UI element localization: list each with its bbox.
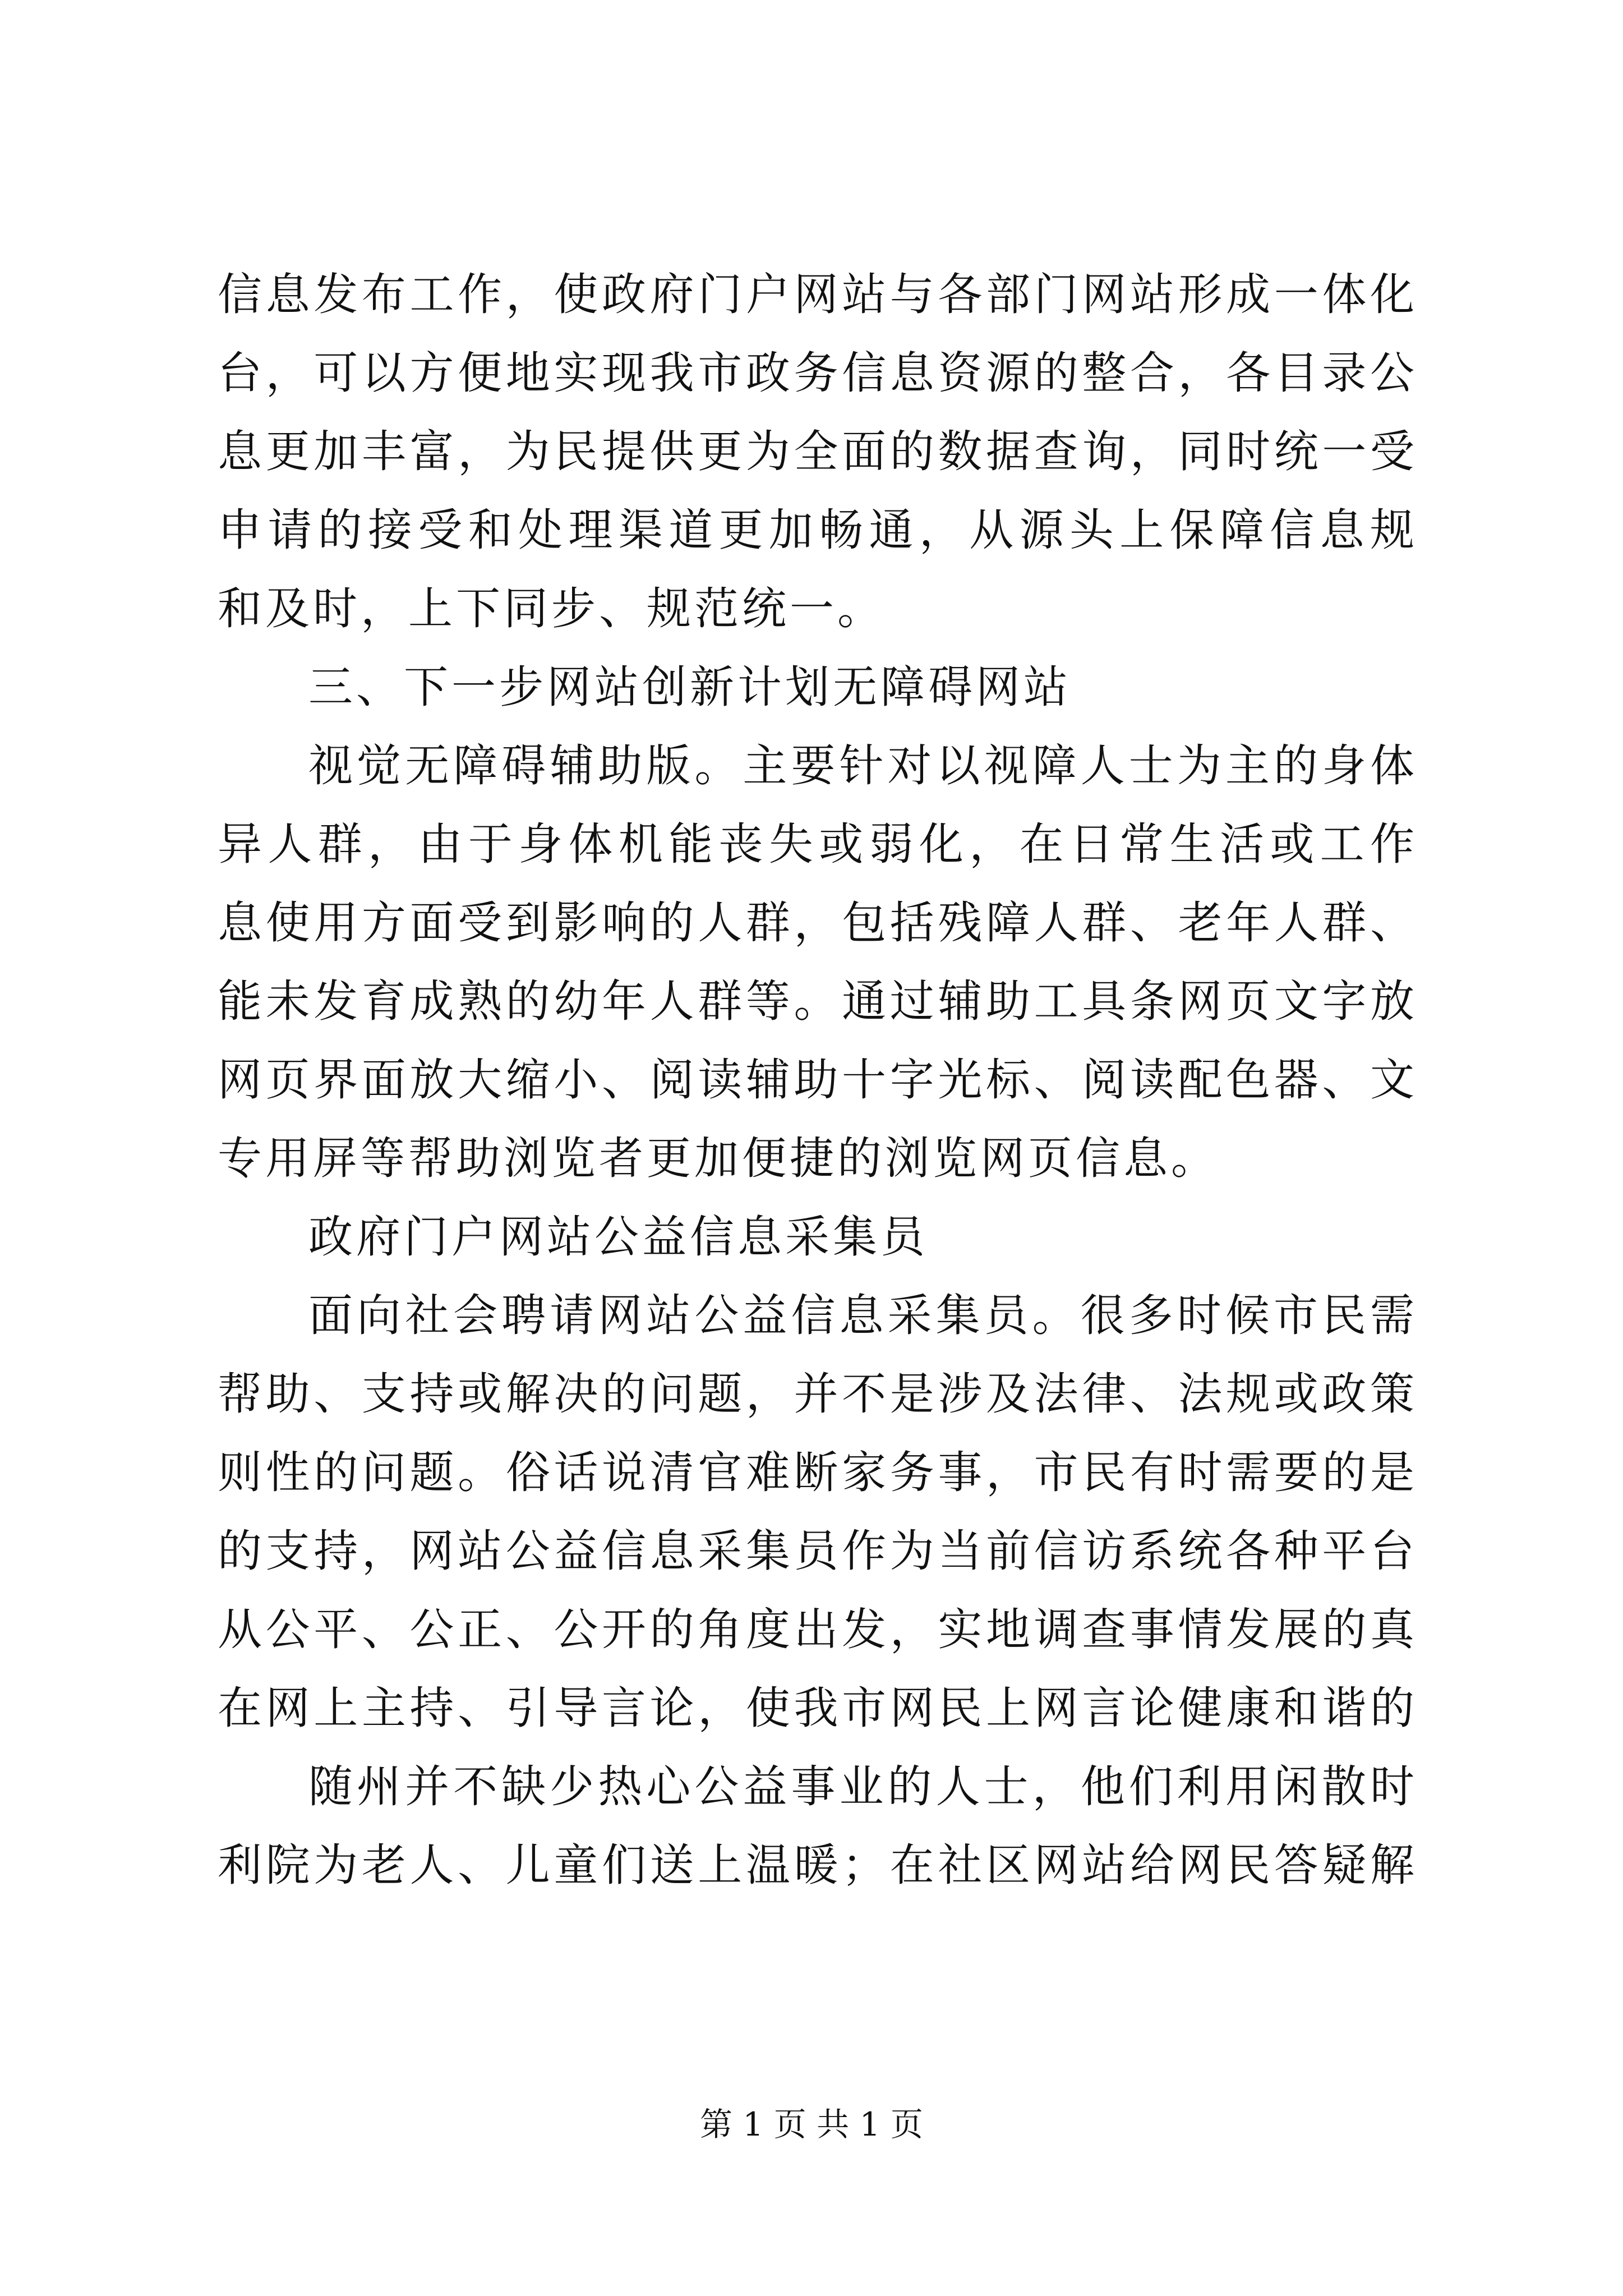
text-line: 的支持，网站公益信息采集员作为当前信访系统各种平台 [218,1525,1418,1577]
text-line: 面向社会聘请网站公益信息采集员。很多时候市民需 [308,1290,1418,1341]
text-line: 信息发布工作，使政府门户网站与各部门网站形成一体化 [218,269,1418,320]
text-line: 利院为老人、儿童们送上温暖；在社区网站给网民答疑解 [218,1839,1418,1891]
text-line: 息使用方面受到影响的人群，包括残障人群、老年人群、 [218,897,1418,949]
text-line: 则性的问题。俗话说清官难断家务事，市民有时需要的是 [218,1447,1418,1498]
text-line: 台，可以方便地实现我市政务信息资源的整合，各目录公 [218,347,1418,399]
text-line: 网页界面放大缩小、阅读辅助十字光标、阅读配色器、文 [218,1054,1418,1106]
text-line: 专用屏等帮助浏览者更加便捷的浏览网页信息。 [218,1133,1219,1184]
text-line: 息更加丰富，为民提供更为全面的数据查询，同时统一受 [218,426,1418,477]
text-line: 异人群，由于身体机能丧失或弱化，在日常生活或工作 [218,818,1418,870]
text-line: 能未发育成熟的幼年人群等。通过辅助工具条网页文字放 [218,976,1418,1027]
text-line: 随州并不缺少热心公益事业的人士，他们利用闲散时 [308,1761,1418,1812]
text-line: 申请的接受和处理渠道更加畅通，从源头上保障信息规 [218,504,1418,556]
section-heading: 政府门户网站公益信息采集员 [308,1211,928,1263]
text-line: 从公平、公正、公开的角度出发，实地调查事情发展的真 [218,1604,1418,1655]
text-line: 和及时，上下同步、规范统一。 [218,583,885,634]
section-heading: 三、下一步网站创新计划无障碍网站 [308,661,1071,713]
text-line: 帮助、支持或解决的问题，并不是涉及法律、法规或政策 [218,1368,1418,1420]
page-number-footer: 第 1 页 共 1 页 [700,2105,923,2143]
text-line: 在网上主持、引导言论，使我市网民上网言论健康和谐的 [218,1682,1418,1734]
body-text [218,255,1418,1904]
text-line: 视觉无障碍辅助版。主要针对以视障人士为主的身体 [308,740,1418,792]
